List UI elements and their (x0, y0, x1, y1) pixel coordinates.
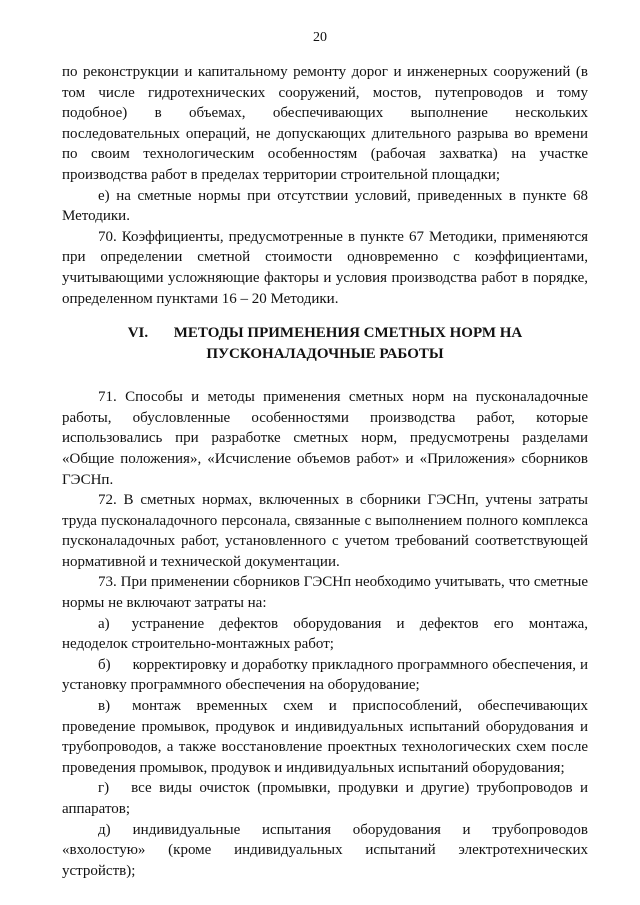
paragraph-72: 72. В сметных нормах, включенных в сборники ГЭСНп, учтены затраты труда пусконаладочного персонала, связанные с выполнением полного комплекса пусконаладочных работ, установленного с учетом требований соответствующей нормативной и технической документации. (62, 492, 588, 570)
list-text: устранение дефектов оборудования и дефектов его монтажа, недоделок строительно-монтажных работ; (62, 615, 588, 653)
list-item (62, 655, 588, 696)
paragraph-73: 73. При применении сборников ГЭСНп необходимо учитывать, что сметные нормы не включают затраты на: (62, 574, 588, 612)
list-marker: д) (98, 821, 111, 838)
list-marker: б) (98, 656, 111, 673)
paragraph-continuation: по реконструкции и капитальному ремонту дорог и инженерных сооружений (в том числе гидротехнических сооружений, мостов, путепроводов и тому подобное) в объемах, обеспечивающих выполнение нескольких последовательных операций, не допускающих длительного разрыва во времени по своим технологическим особенностям (рабочая захватка) на участке производства работ в пределах территории строительной площадки; (62, 64, 588, 183)
section-title-line1: МЕТОДЫ ПРИМЕНЕНИЯ СМЕТНЫХ НОРМ НА (173, 325, 523, 342)
list-marker: а) (98, 615, 110, 632)
list-marker: г) (98, 780, 110, 797)
section-number: VI. (127, 325, 149, 342)
list-marker: в) (98, 698, 111, 715)
section-title-line2: ПУСКОНАЛАДОЧНЫЕ РАБОТЫ (206, 346, 444, 363)
list-text: индивидуальные испытания оборудования и трубопроводов «вхолостую» (кроме индивидуальных испытаний электротехнических устройств); (62, 821, 588, 879)
list-item (62, 696, 588, 778)
list-item (62, 614, 588, 655)
list-text: монтаж временных схем и приспособлений, обеспечивающих проведение промывок, продувок и индивидуальных испытаний оборудования и трубопроводов, а также восстановление проектных технологических схем после проведения промывок, продувок и индивидуальных испытаний оборудования; (62, 698, 588, 776)
list-item (62, 820, 588, 882)
page-number: 20 (313, 30, 327, 45)
section-heading (62, 323, 588, 365)
paragraph-item-e: е) на сметные нормы при отсутствии условий, приведенных в пункте 68 Методики. (62, 187, 588, 225)
paragraph-70: 70. Коэффициенты, предусмотренные в пункте 67 Методики, применяются при определении сметной стоимости одновременно с коэффициентами, учитывающими усложняющие факторы и условия производства работ в порядке, определенном пунктами 16 – 20 Методики. (62, 228, 588, 307)
list-text: корректировку и доработку прикладного программного обеспечения, и установку программного обеспечения на оборудование; (62, 656, 588, 694)
list-text: все виды очисток (промывки, продувки и другие) трубопроводов и аппаратов; (62, 780, 588, 817)
paragraph-71: 71. Способы и методы применения сметных норм на пусконаладочные работы, обусловленные особенностями производства работ, которые использовались при разработке сметных норм, предусмотрены разделами «Общие положения», «Исчисление объемов работ» и «Приложения» сборников ГЭСНп. (62, 389, 588, 488)
list-item (62, 778, 588, 819)
document-body (62, 62, 588, 881)
